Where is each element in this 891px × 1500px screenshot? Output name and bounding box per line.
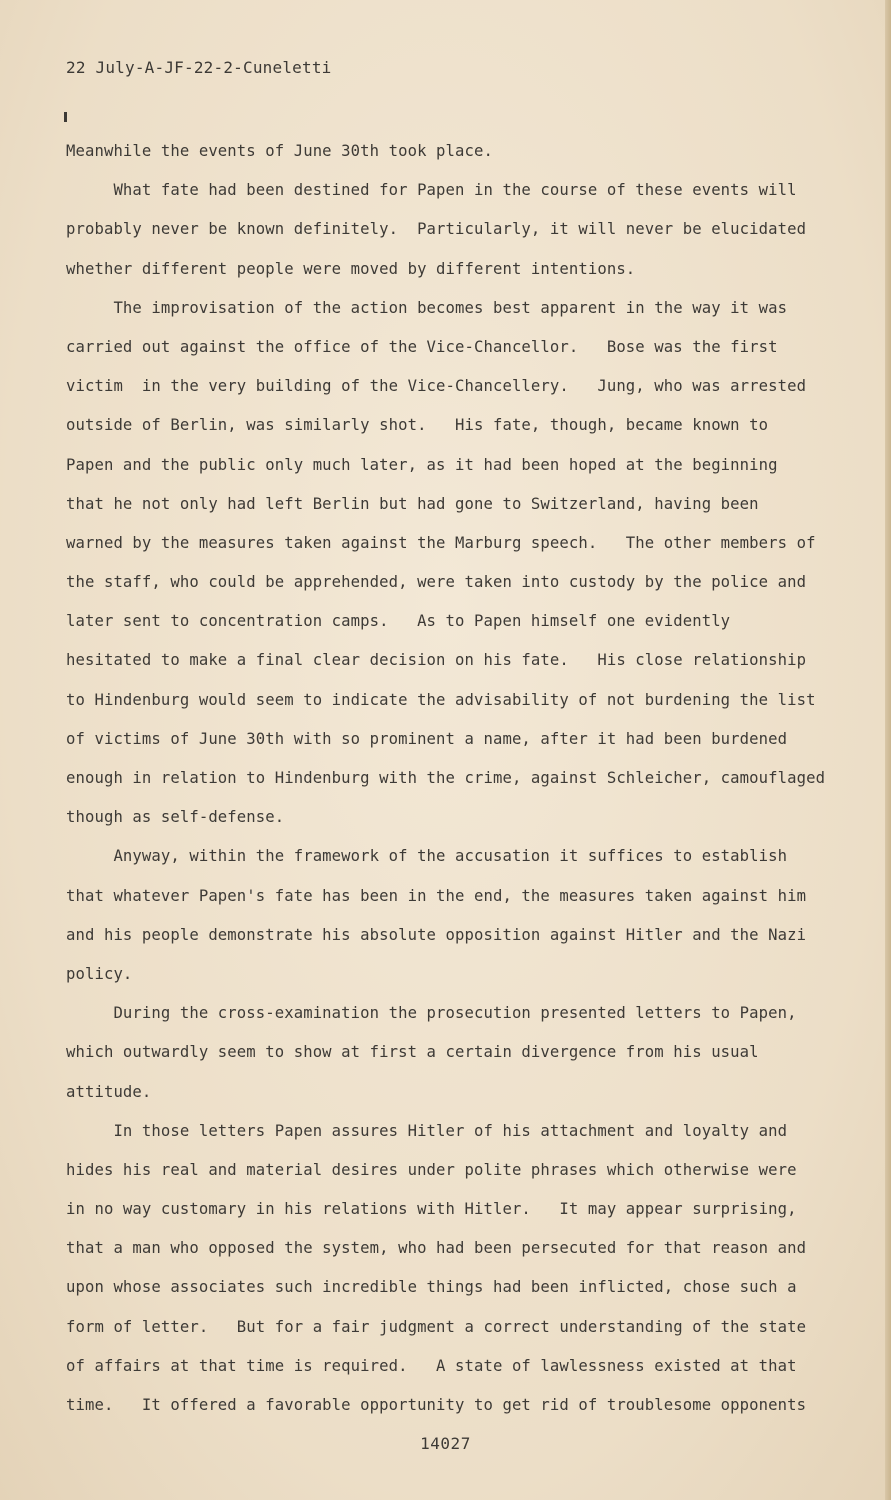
page-edge xyxy=(885,0,891,1500)
text-line: Meanwhile the events of June 30th took place. xyxy=(66,142,493,160)
text-line: warned by the measures taken against the Marburg speech. The other members of xyxy=(66,533,816,552)
margin-mark xyxy=(64,112,67,122)
text-line: time. It offered a favorable opportunity to get rid of troublesome opponents xyxy=(66,1396,807,1414)
text-line: the staff, who could be apprehended, were taken into custody by the police and xyxy=(66,573,807,592)
text-line: form of letter. But for a fair judgment a correct understanding of the state xyxy=(66,1317,807,1336)
text-line: attitude. xyxy=(66,1082,152,1101)
text-line: upon whose associates such incredible things had been inflicted, chose such a xyxy=(66,1278,797,1297)
text-line: hesitated to make a final clear decision on his fate. His close relationship xyxy=(66,651,807,670)
text-line: What fate had been destined for Papen in the course of these events will xyxy=(66,181,797,200)
text-line: and his people demonstrate his absolute opposition against Hitler and the Nazi xyxy=(66,925,807,944)
text-line: hides his real and material desires under polite phrases which otherwise were xyxy=(66,1160,797,1179)
text-line: carried out against the office of the Vice-Chancellor. Bose was the first xyxy=(66,337,778,356)
text-line: During the cross-examination the prosecution presented letters to Papen, xyxy=(66,1004,797,1023)
text-line: victim in the very building of the Vice-Chancellery. Jung, who was arrested xyxy=(66,377,807,396)
text-line: that he not only had left Berlin but had gone to Switzerland, having been xyxy=(66,494,759,513)
text-line: which outwardly seem to show at first a certain divergence from his usual xyxy=(66,1043,759,1062)
page-number: 14027 xyxy=(420,1434,471,1453)
text-line: to Hindenburg would seem to indicate the advisability of not burdening the list xyxy=(66,690,816,709)
body-text xyxy=(66,132,836,1425)
text-line: Anyway, within the framework of the accusation it suffices to establish xyxy=(66,847,788,866)
text-line: In those letters Papen assures Hitler of his attachment and loyalty and xyxy=(66,1121,788,1140)
text-line: whether different people were moved by different intentions. xyxy=(66,259,636,278)
text-line: Papen and the public only much later, as it had been hoped at the beginning xyxy=(66,455,778,474)
text-line: probably never be known definitely. Particularly, it will never be elucidated xyxy=(66,220,807,239)
text-line: that whatever Papen's fate has been in the end, the measures taken against him xyxy=(66,886,807,905)
text-line: though as self-defense. xyxy=(66,808,285,827)
text-line: of victims of June 30th with so prominent a name, after it had been burdened xyxy=(66,729,788,748)
text-line: outside of Berlin, was similarly shot. His fate, though, became known to xyxy=(66,416,769,435)
text-line: policy. xyxy=(66,964,133,983)
text-line: The improvisation of the action becomes best apparent in the way it was xyxy=(66,298,788,317)
text-line: that a man who opposed the system, who had been persecuted for that reason and xyxy=(66,1239,807,1258)
text-line: of affairs at that time is required. A state of lawlessness existed at that xyxy=(66,1356,797,1375)
page-header: 22 July-A-JF-22-2-Cuneletti xyxy=(66,58,332,77)
text-line: enough in relation to Hindenburg with the crime, against Schleicher, camouflaged xyxy=(66,769,826,787)
text-line: later sent to concentration camps. As to Papen himself one evidently xyxy=(66,612,731,631)
text-line: in no way customary in his relations with Hitler. It may appear surprising, xyxy=(66,1200,797,1219)
